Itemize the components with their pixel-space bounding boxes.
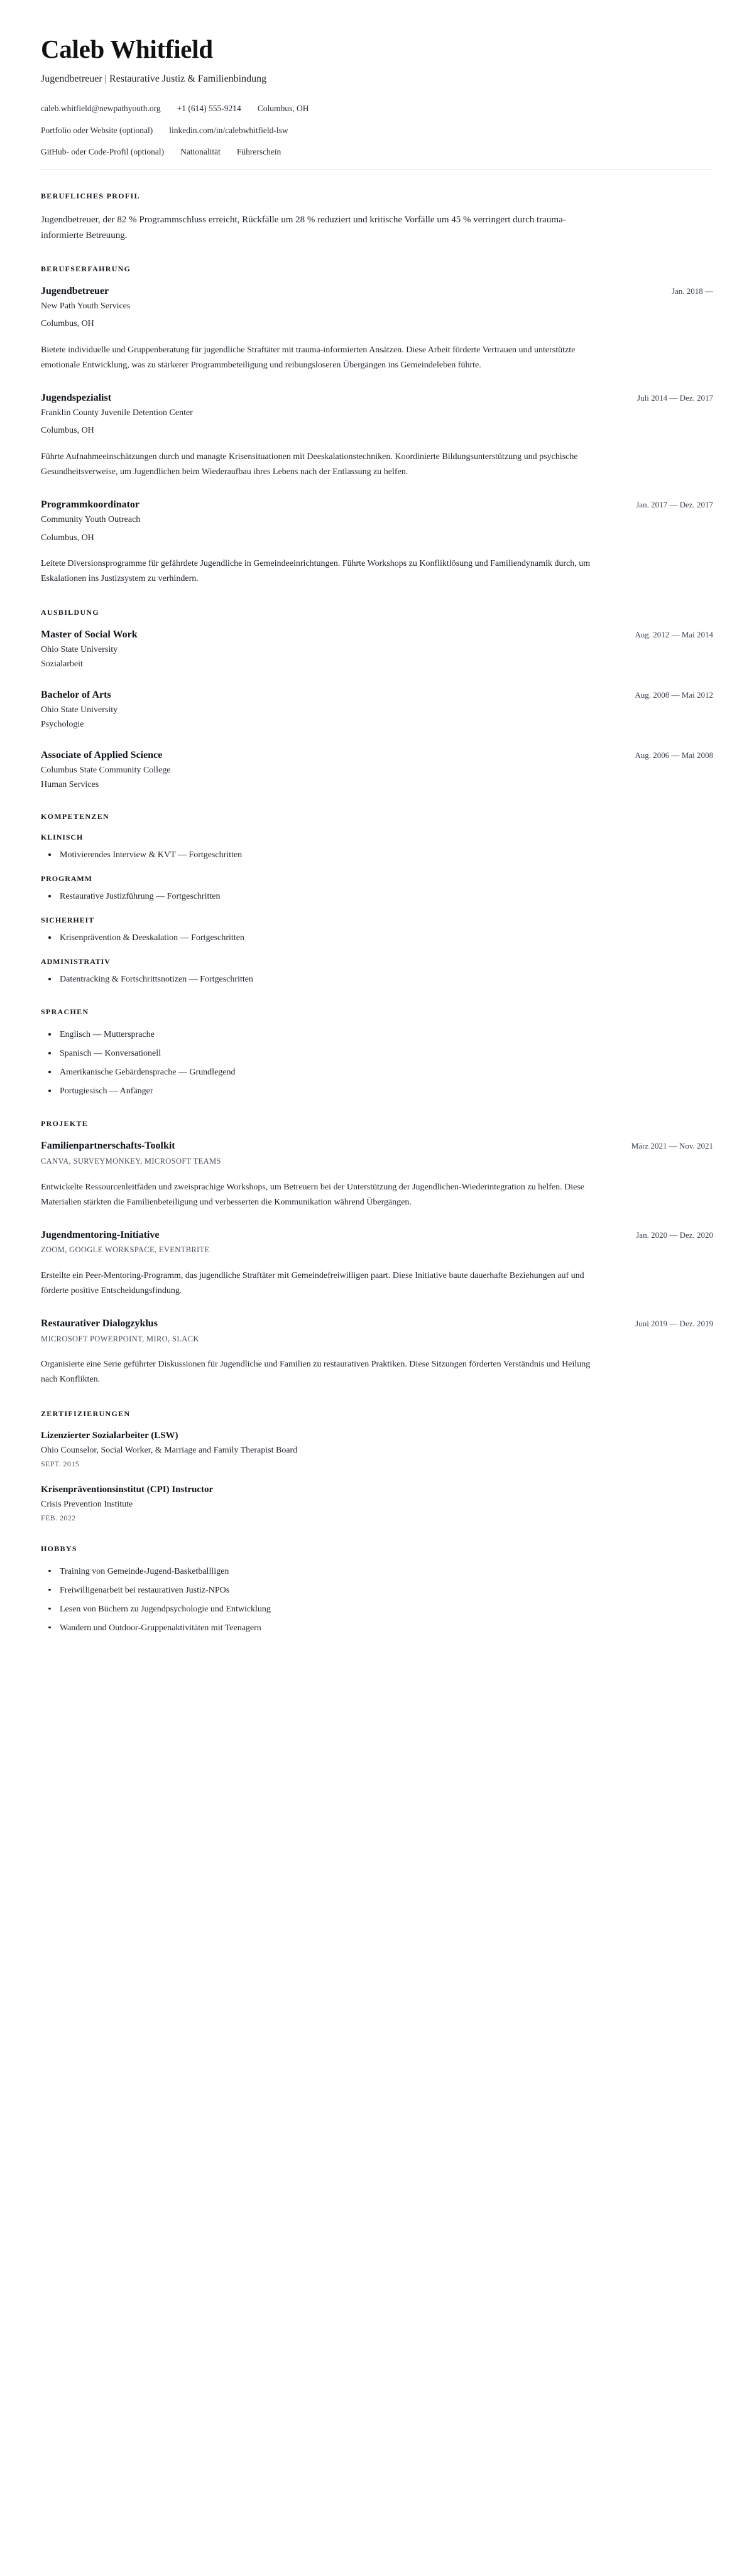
field-of-study: Human Services: [41, 779, 99, 789]
summary-text: Jugendbetreuer, der 82 % Programmschluss erreicht, Rückfälle um 28 % reduziert und kritische Vorfälle um 45 % verringert durch trauma-informierte Betreuung.: [41, 215, 566, 241]
education-entry-head: [41, 749, 713, 762]
section-title-experience: BERUFSERFAHRUNG: [41, 264, 131, 273]
certification-date: FEB. 2022: [41, 1513, 76, 1522]
project-date: Jan. 2020 — Dez. 2020: [636, 1230, 713, 1240]
education-entry: [41, 749, 713, 791]
skill-item: Datentracking & Fortschrittsnotizen — Fortgeschritten: [41, 973, 713, 986]
degree-date: Aug. 2006 — Mai 2008: [635, 750, 713, 760]
job-date: Jan. 2017 — Dez. 2017: [636, 500, 713, 510]
skill-list: [41, 931, 713, 944]
education-entry: [41, 689, 713, 730]
project-date: Juni 2019 — Dez. 2019: [635, 1319, 713, 1329]
section-hobbies: [41, 1544, 713, 1635]
language-list: [41, 1028, 713, 1098]
project-tech-stack: CANVA, SURVEYMONKEY, MICROSOFT TEAMS: [41, 1157, 221, 1166]
experience-entry: [41, 499, 713, 587]
project-title: Jugendmentoring-Initiative: [41, 1229, 160, 1240]
degree-title: Bachelor of Arts: [41, 690, 111, 701]
section-summary: [41, 192, 713, 243]
hobby-item: Wandern und Outdoor-Gruppenaktivitäten mit Teenagern: [41, 1621, 713, 1635]
certification-entry: [41, 1430, 713, 1469]
candidate-headline: Jugendbetreuer | Restaurative Justiz & Familienbindung: [41, 73, 267, 85]
hobby-item: Freiwilligenarbeit bei restaurativen Justiz-NPOs: [41, 1584, 713, 1597]
project-tech-stack: ZOOM, GOOGLE WORKSPACE, EVENTBRITE: [41, 1245, 210, 1255]
job-title: Jugendspezialist: [41, 392, 112, 403]
contact-github-placeholder[interactable]: GitHub- oder Code-Profil (optional): [41, 146, 165, 156]
project-entry: [41, 1318, 713, 1387]
degree-title: Master of Social Work: [41, 629, 138, 641]
project-description: Organisierte eine Serie geführter Diskussionen für Jugendliche und Familien zu restaurativen Praktiken. Diese Sitzungen förderten Verständnis und Heilung nach Konflikten.: [41, 1360, 591, 1385]
skill-group-title: PROGRAMM: [41, 874, 92, 884]
job-organization: Community Youth Outreach: [41, 514, 141, 524]
project-entry: [41, 1140, 713, 1210]
contact-row-primary: [41, 102, 713, 115]
education-entry-head: [41, 689, 713, 702]
skill-group: [41, 916, 713, 944]
contact-email[interactable]: caleb.whitfield@newpathyouth.org: [41, 104, 161, 114]
language-item: Amerikanische Gebärdensprache — Grundlegend: [41, 1066, 713, 1079]
job-date: Juli 2014 — Dez. 2017: [637, 392, 713, 403]
section-skills: [41, 812, 713, 986]
section-title-hobbies: HOBBYS: [41, 1544, 77, 1553]
skill-list: [41, 890, 713, 903]
project-title: Restaurativer Dialogzyklus: [41, 1318, 158, 1329]
language-item: Portugiesisch — Anfänger: [41, 1085, 713, 1098]
contact-phone[interactable]: +1 (614) 555-9214: [177, 104, 241, 114]
project-description: Entwickelte Ressourcenleitfäden und zweisprachige Workshops, um Betreuern bei der Unterstützung der Jugendlichen-Wiederintegration zu helfen. Diese Materialien stärkten die Familienbeteiligung und verbesserten die Kommunikation während Übergängen.: [41, 1182, 584, 1207]
section-education: [41, 608, 713, 791]
experience-entry-head: [41, 285, 713, 298]
hobby-item: Lesen von Büchern zu Jugendpsychologie und Entwicklung: [41, 1603, 713, 1616]
contact-portfolio-placeholder[interactable]: Portfolio oder Website (optional): [41, 125, 153, 135]
resume-header: [41, 35, 713, 170]
skill-group: [41, 833, 713, 862]
experience-entry: [41, 392, 713, 480]
field-of-study: Sozialarbeit: [41, 659, 83, 669]
skill-list: [41, 973, 713, 986]
education-entry-head: [41, 629, 713, 642]
language-item: Spanisch — Konversationell: [41, 1047, 713, 1060]
job-location: Columbus, OH: [41, 533, 94, 543]
candidate-name: Caleb Whitfield: [41, 35, 213, 63]
skill-group: [41, 874, 713, 903]
certification-date: SEPT. 2015: [41, 1459, 80, 1468]
skill-list: [41, 848, 713, 862]
certification-title: Lizenzierter Sozialarbeiter (LSW): [41, 1430, 178, 1441]
skill-group-title: SICHERHEIT: [41, 916, 95, 925]
section-title-languages: SPRACHEN: [41, 1007, 89, 1017]
certification-issuer: Crisis Prevention Institute: [41, 1500, 133, 1510]
section-certifications: [41, 1409, 713, 1523]
experience-entry: [41, 285, 713, 373]
project-entry: [41, 1229, 713, 1299]
project-date: März 2021 — Nov. 2021: [631, 1141, 713, 1151]
section-languages: [41, 1007, 713, 1098]
section-title-education: AUSBILDUNG: [41, 608, 100, 617]
job-title: Jugendbetreuer: [41, 285, 109, 296]
section-title-summary: BERUFLICHES PROFIL: [41, 192, 140, 201]
contact-nationality-placeholder: Nationalität: [180, 146, 221, 156]
job-organization: Franklin County Juvenile Detention Center: [41, 408, 193, 418]
skill-group-title: KLINISCH: [41, 833, 84, 842]
contact-row-web: [41, 124, 713, 137]
contact-linkedin[interactable]: linkedin.com/in/calebwhitfield-lsw: [169, 125, 288, 135]
project-entry-head: [41, 1229, 713, 1242]
job-description: Führte Aufnahmeeinschätzungen durch und managte Krisensituationen mit Deeskalationstechniken. Koordinierte Bildungsunterstützung und psychische Gesundheitsverweise, um Jugendlichen beim Wiederaufbau ihres Lebens nach der Entlassung zu helfen.: [41, 452, 578, 477]
project-description: Erstellte ein Peer-Mentoring-Programm, das jugendliche Straftäter mit Gemeindefreiwilligen paart. Diese Initiative baute dauerhafte Beziehungen auf und förderte positive Entscheidungsfindung.: [41, 1270, 584, 1296]
experience-entry-head: [41, 392, 713, 405]
job-organization: New Path Youth Services: [41, 301, 131, 311]
certification-title: Krisenpräventionsinstitut (CPI) Instructor: [41, 1484, 214, 1495]
school-name: Ohio State University: [41, 645, 118, 655]
contact-driving-license-placeholder: Führerschein: [236, 146, 281, 156]
skill-group-title: ADMINISTRATIV: [41, 957, 111, 966]
skill-item: Krisenprävention & Deeskalation — Fortgeschritten: [41, 931, 713, 944]
skill-item: Restaurative Justizführung — Fortgeschritten: [41, 890, 713, 903]
project-tech-stack: MICROSOFT POWERPOINT, MIRO, SLACK: [41, 1334, 199, 1343]
contact-location: Columbus, OH: [257, 104, 309, 114]
section-title-certifications: ZERTIFIZIERUNGEN: [41, 1409, 131, 1418]
degree-title: Associate of Applied Science: [41, 750, 163, 761]
contact-row-extra: [41, 146, 713, 158]
school-name: Ohio State University: [41, 705, 118, 715]
hobby-list: [41, 1565, 713, 1635]
school-name: Columbus State Community College: [41, 766, 171, 776]
job-description: Leitete Diversionsprogramme für gefährdete Jugendliche in Gemeindeeinrichtungen. Führte Workshops zu Konfliktlösung und Familiendynamik durch, um Eskalationen ins Justizsystem zu verhindern.: [41, 559, 591, 584]
job-location: Columbus, OH: [41, 426, 94, 436]
project-entry-head: [41, 1140, 713, 1153]
field-of-study: Psychologie: [41, 719, 84, 729]
skill-item: Motivierendes Interview & KVT — Fortgeschritten: [41, 848, 713, 862]
section-title-skills: KOMPETENZEN: [41, 812, 109, 821]
skill-group: [41, 957, 713, 986]
section-experience: [41, 264, 713, 587]
section-title-projects: PROJEKTE: [41, 1119, 89, 1128]
job-location: Columbus, OH: [41, 319, 94, 329]
job-description: Bietete individuelle und Gruppenberatung für jugendliche Straftäter mit trauma-informierten Ansätzen. Diese Arbeit förderte Vertrauen und unterstützte emotionale Entwicklung, was zu stärkerer Programmbeteiligung und reibungsloseren Übergängen ins Gemeindeleben führte.: [41, 345, 576, 370]
language-item: Englisch — Muttersprache: [41, 1028, 713, 1041]
degree-date: Aug. 2012 — Mai 2014: [635, 630, 713, 640]
education-entry: [41, 629, 713, 670]
degree-date: Aug. 2008 — Mai 2012: [635, 690, 713, 700]
experience-entry-head: [41, 499, 713, 512]
project-entry-head: [41, 1318, 713, 1331]
section-projects: [41, 1119, 713, 1387]
certification-issuer: Ohio Counselor, Social Worker, & Marriage and Family Therapist Board: [41, 1446, 298, 1456]
job-title: Programmkoordinator: [41, 499, 140, 511]
project-title: Familienpartnerschafts-Toolkit: [41, 1140, 175, 1152]
job-date: Jan. 2018 —: [671, 286, 713, 296]
hobby-item: Training von Gemeinde-Jugend-Basketballligen: [41, 1565, 713, 1578]
certification-entry: [41, 1484, 713, 1523]
